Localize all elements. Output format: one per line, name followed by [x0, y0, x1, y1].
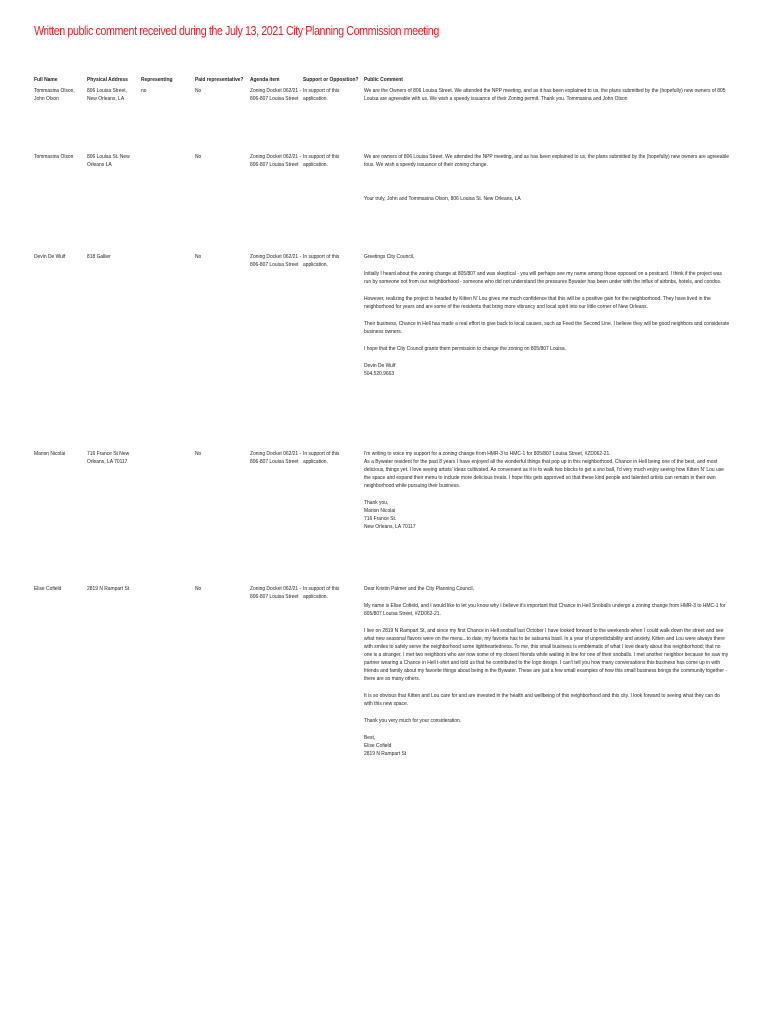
- row-full-name: Elise Cofield: [34, 586, 62, 592]
- comment-paragraph: It is so obvious that Kitten and Lou care for and are invested in the health and wellbeing of this neighborhood and this city. I look forward to seeing what they can do with this new space.: [364, 693, 720, 707]
- row-paid-representative: No: [195, 586, 202, 592]
- row-physical-address: 818 Gallier: [87, 254, 111, 260]
- row-support: In support of this application.: [303, 154, 340, 168]
- row-full-name: Tommasina Olson, John Olson: [34, 88, 75, 102]
- comment-paragraph: I hope that the City Council grants them permission to change the zoning on 805/807 Louisa.: [364, 346, 566, 352]
- row-full-name: Tommasina Olson: [34, 154, 74, 160]
- comment-paragraph: We are the Owners of 806 Louisa Street. We attended the NPP meeting, and as it has been explained to us, the plans submitted by the (hopefully) new owners of 805 Louisa are agreeable with us. We wish a speedy issuance of their Zoning permit. Thank you. Tommasina and John Olson: [364, 88, 726, 102]
- row-paid-representative: No: [195, 451, 202, 457]
- row-public-comment: [364, 450, 729, 531]
- header-paid-representative: Paid representative?: [195, 77, 244, 83]
- comment-paragraph: However, realizing the project is headed by Kitten N' Lou gives me much confidence that this will be a positive gain for the neighborhood. They have lived in the neighborhood for years and are some of the residents that bring more vibrancy and local spirit into our little corner of New Orleans.: [364, 296, 711, 310]
- comment-paragraph: We are owners of 806 Louisa Street. We attended the NPP meeting, and as has been explained to us, the plans submitted by the (hopefully) new owners are agreeable tous. We wish a speedy issuance of their zoning change.: [364, 154, 730, 168]
- row-paid-representative: No: [195, 88, 202, 94]
- row-physical-address: 806 Louisa Street, New Orleans, LA: [87, 88, 127, 102]
- row-support: In support of this application.: [303, 254, 340, 268]
- header-full-name: Full Name: [34, 77, 58, 83]
- row-agenda-item: Zoning Docket 062/21 - 806-807 Louisa Street: [250, 254, 302, 268]
- row-public-comment: [364, 585, 729, 758]
- comment-paragraph: Thank you very much for your consideration.: [364, 718, 462, 724]
- row-full-name: Devin De Wulf: [34, 254, 66, 260]
- row-public-comment: [364, 153, 729, 203]
- document-title: Written public comment received during the July 13, 2021 City Planning Commission meeting: [34, 24, 439, 38]
- comment-paragraph: Their business, Chance in Hell has made a real effort to give back to local causes, such as Feed the Second Line. I believe they will be good neighbors and considerate business owners.: [364, 321, 730, 335]
- row-physical-address: 2819 N Rampart St: [87, 586, 130, 592]
- comment-paragraph: Greetings City Council,: [364, 254, 415, 260]
- comment-paragraph: My name is Elise Cofield, and I would like to let you know why I believe it's important that Chance in Hell Snoballs undergo a zoning change from HMR-3 to HMC-1 for 805/807 Louisa Street, #ZD062-21.: [364, 603, 726, 617]
- row-support: In support of this application.: [303, 451, 340, 465]
- comment-paragraph: Your truly, John and Tommasina Olson, 806 Louisa St. New Orleans, LA: [364, 196, 521, 202]
- header-representing: Representing: [141, 77, 173, 83]
- comment-paragraph: Initially I heard about the zoning change at 805/807 and was skeptical - you will perhaps see my name among those opposed on a postcard. I think if the project was run by someone not from our neighborhood - someone who did not understand the pressures Bywater has been under with the influx of airbnbs, hotels, and condos.: [364, 271, 722, 285]
- row-public-comment: [364, 87, 729, 103]
- comment-paragraph: Best, Elise Cofield 2819 N Rampart St: [364, 735, 407, 757]
- header-physical-address: Physical Address: [87, 77, 128, 83]
- comment-paragraph: Thank you, Marion Nicolai 716 France St. New Orleans, LA 70117: [364, 500, 416, 530]
- comment-paragraph: I live on 2819 N Rampart St, and since my first Chance in Hell snoball last October I have looked forward to the weekends when I could walk down the street and see what new seasonal flavors were on the menu...to date, my favorite has to be satsuma basil. In a year of unpredictability and anxiety, Kitten and Lou were always there with smiles to safely serve the neighborhood some lightheartedness. To me, this small business is emblematic of what I love dearly about this neighborhood; that no one is a stranger. I met two neighbors who are now some of my closest friends while waiting in line for one of their snoballs. I met another neighbor because he saw my partner wearing a Chance in Hell t-shirt and told us that he contributed to the logo design. I can't tell you how many conversations this business has come up in with friends and family about my favorite things about being in the Bywater. These are just a few small examples of how this small business brings the community together - there are so many others.: [364, 628, 729, 682]
- comment-paragraph: I'm writing to voice my support for a zoning change from HMR-3 to HMC-1 for 805/807 Louisa Street, #ZD062-21. As a Bywater resident for the past 8 years I have enjoyed all the wonderful things that pop up in this neighborhood, Chance in Hell being one of the best, and most delicious, things yet. I love seeing artists' ideas cultivated. As convenient as it is to walk two blocks to get a sno ball, I'd very much enjoy seeing how Kitten N' Lou use the space and expand their menu to include more delicious treats. I hope this gets approved so that these kind people and talented artists can remain in their own neighborhood while pursuing their business.: [364, 451, 724, 489]
- header-support-opposition: Support or Opposition?: [303, 77, 359, 83]
- comment-paragraph: [364, 178, 729, 186]
- row-agenda-item: Zoning Docket 062/21 - 806-807 Louisa Street: [250, 88, 302, 102]
- comment-paragraph: Dear Kristin Palmer and the City Planning Council,: [364, 586, 474, 592]
- row-full-name: Marion Nicolai: [34, 451, 66, 457]
- header-agenda-item: Agenda item: [250, 77, 280, 83]
- row-support: In support of this application.: [303, 586, 340, 600]
- row-support: In support of this application.: [303, 88, 340, 102]
- comment-paragraph: Devin De Wulf 504.520.9663: [364, 363, 396, 377]
- row-physical-address: 716 France St New Orleans, LA 70117: [87, 451, 130, 465]
- header-public-comment: Public Comment: [364, 77, 403, 83]
- row-agenda-item: Zoning Docket 062/21 - 806-807 Louisa Street: [250, 586, 302, 600]
- row-paid-representative: No: [195, 254, 202, 260]
- row-agenda-item: Zoning Docket 062/21 - 806-807 Louisa Street: [250, 154, 302, 168]
- row-agenda-item: Zoning Docket 062/21 - 806-807 Louisa Street: [250, 451, 302, 465]
- row-representing: no: [141, 88, 147, 94]
- row-public-comment: [364, 253, 729, 378]
- row-physical-address: 806 Louisa St. New Orleans LA: [87, 154, 130, 168]
- row-paid-representative: No: [195, 154, 202, 160]
